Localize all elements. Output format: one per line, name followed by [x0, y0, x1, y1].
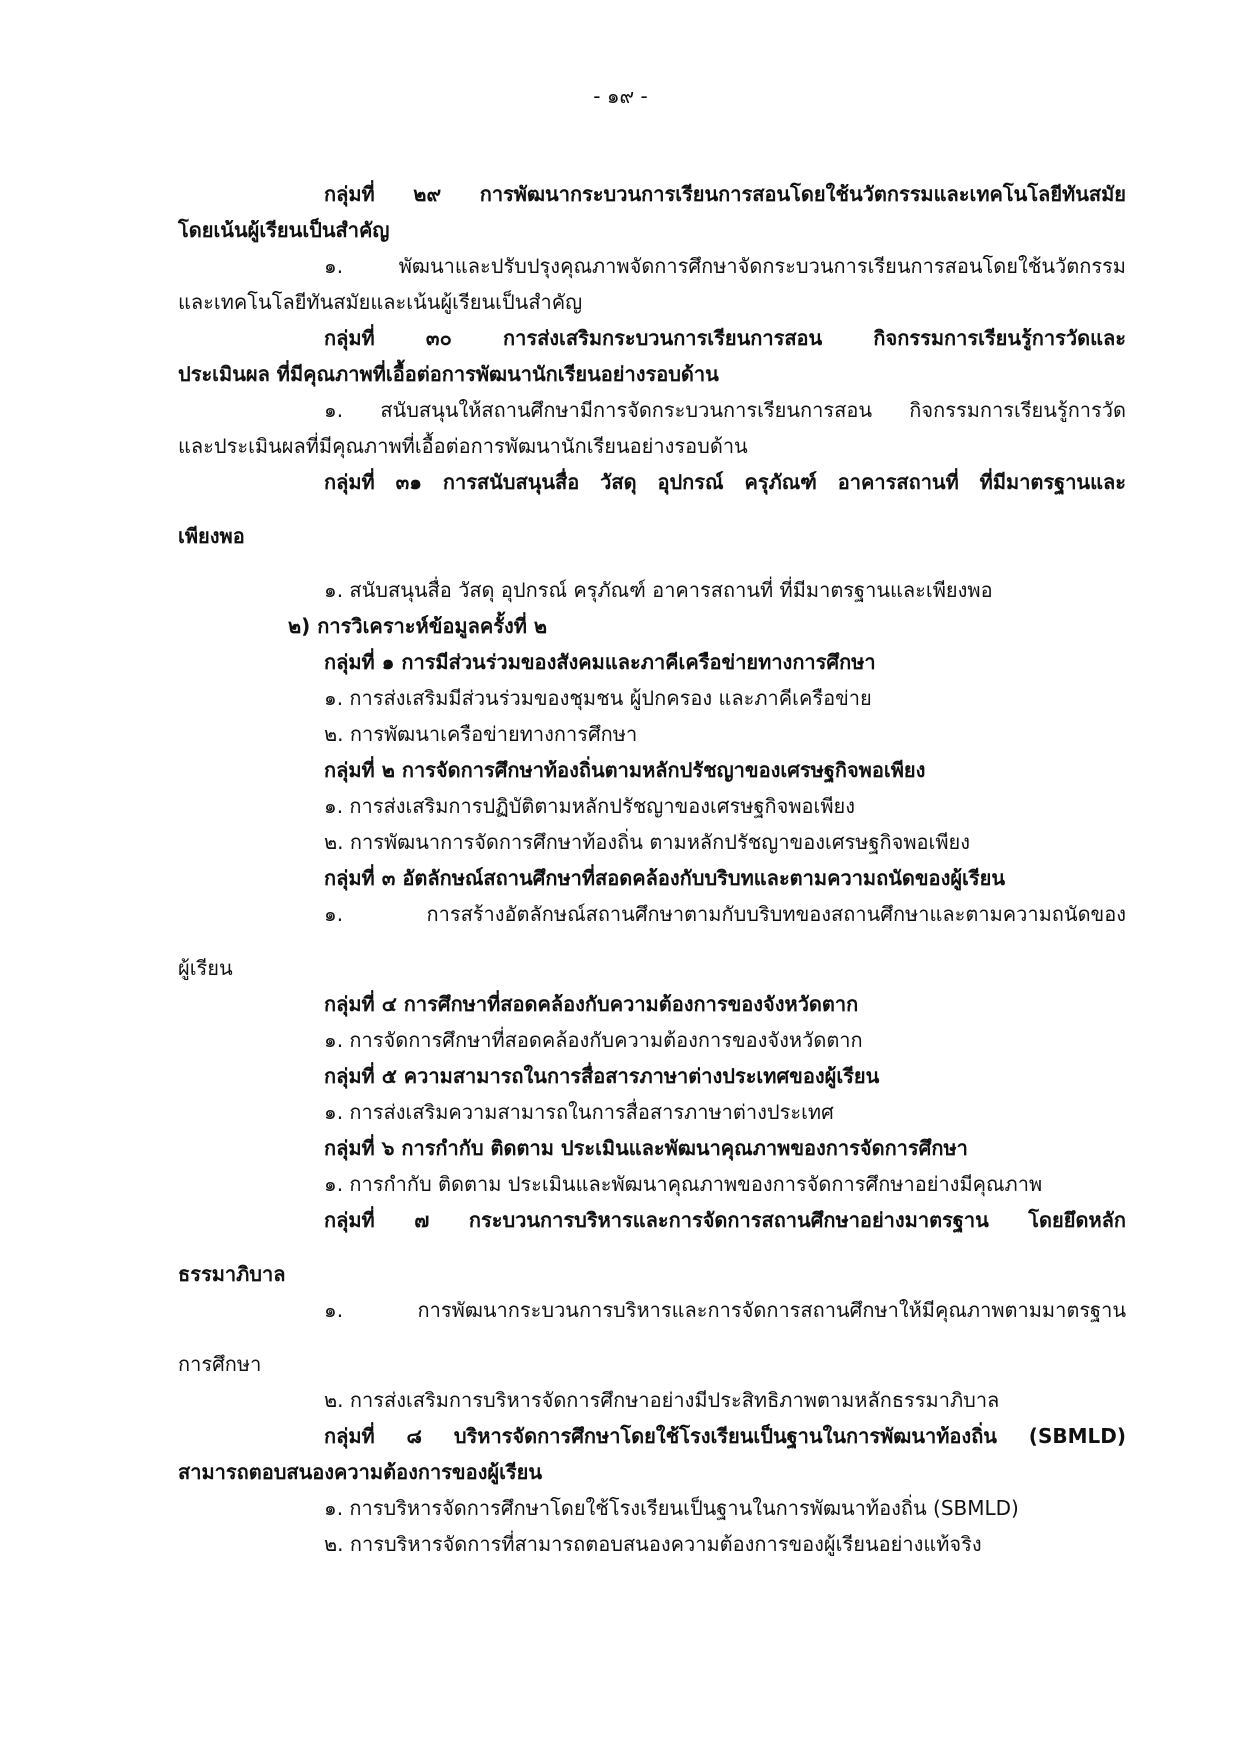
group-heading: กลุ่มที่ ๓๑ การสนับสนุนสื่อ วัสดุ อุปกรณ์ ครุภัณฑ์ อาคารสถานที่ ที่มีมาตรฐานและ: [324, 470, 1126, 494]
list-item: ๑. การสร้างอัตลักษณ์สถานศึกษาตามกับบริบทของสถานศึกษาและตามความถนัดของ: [324, 902, 1126, 926]
list-item: ๑. การส่งเสริมการปฏิบัติตามหลักปรัชญาของเศรษฐกิจพอเพียง: [324, 794, 856, 818]
group-heading: กลุ่มที่ ๓๐ การส่งเสริมกระบวนการเรียนการสอน กิจกรรมการเรียนรู้การวัดและ: [324, 326, 1126, 350]
group-heading: กลุ่มที่ ๓ อัตลักษณ์สถานศึกษาที่สอดคล้องกับบริบทและตามความถนัดของผู้เรียน: [324, 866, 1006, 890]
list-item-continuation: การศึกษา: [178, 1352, 262, 1376]
list-item: ๑. สนับสนุนสื่อ วัสดุ อุปกรณ์ ครุภัณฑ์ อาคารสถานที่ ที่มีมาตรฐานและเพียงพอ: [324, 578, 993, 602]
group-heading: กลุ่มที่ ๕ ความสามารถในการสื่อสารภาษาต่างประเทศของผู้เรียน: [324, 1064, 880, 1088]
group-heading: กลุ่มที่ ๔ การศึกษาที่สอดคล้องกับความต้องการของจังหวัดตาก: [324, 992, 859, 1016]
list-item: ๑. การบริหารจัดการศึกษาโดยใช้โรงเรียนเป็นฐานในการพัฒนาท้องถิ่น (SBMLD): [324, 1496, 1019, 1520]
group-heading-continuation: โดยเน้นผู้เรียนเป็นสำคัญ: [178, 218, 390, 242]
group-heading: กลุ่มที่ ๑ การมีส่วนร่วมของสังคมและภาคีเครือข่ายทางการศึกษา: [324, 650, 876, 674]
section-heading: ๒) การวิเคราะห์ข้อมูลครั้งที่ ๒: [288, 614, 548, 638]
list-item: ๑. การกำกับ ติดตาม ประเมินและพัฒนาคุณภาพของการจัดการศึกษาอย่างมีคุณภาพ: [324, 1172, 1043, 1196]
list-item: ๒. การพัฒนาเครือข่ายทางการศึกษา: [324, 722, 638, 746]
group-heading: กลุ่มที่ ๒ การจัดการศึกษาท้องถิ่นตามหลักปรัชญาของเศรษฐกิจพอเพียง: [324, 758, 926, 782]
list-item-continuation: และประเมินผลที่มีคุณภาพที่เอื้อต่อการพัฒนานักเรียนอย่างรอบด้าน: [178, 434, 748, 458]
group-heading: กลุ่มที่ ๘ บริหารจัดการศึกษาโดยใช้โรงเรียนเป็นฐานในการพัฒนาท้องถิ่น (SBMLD): [324, 1424, 1126, 1448]
group-heading-continuation: ธรรมาภิบาล: [178, 1262, 286, 1286]
list-item: ๒. การพัฒนาการจัดการศึกษาท้องถิ่น ตามหลักปรัชญาของเศรษฐกิจพอเพียง: [324, 830, 971, 854]
list-item: ๒. การบริหารจัดการที่สามารถตอบสนองความต้องการของผู้เรียนอย่างแท้จริง: [324, 1532, 982, 1556]
group-heading-continuation: สามารถตอบสนองความต้องการของผู้เรียน: [178, 1460, 543, 1484]
list-item: ๑. การส่งเสริมความสามารถในการสื่อสารภาษาต่างประเทศ: [324, 1100, 834, 1124]
group-heading-continuation: ประเมินผล ที่มีคุณภาพที่เอื้อต่อการพัฒนานักเรียนอย่างรอบด้าน: [178, 362, 719, 386]
list-item: ๑. การจัดการศึกษาที่สอดคล้องกับความต้องการของจังหวัดตาก: [324, 1028, 863, 1052]
list-item: ๒. การส่งเสริมการบริหารจัดการศึกษาอย่างมีประสิทธิภาพตามหลักธรรมาภิบาล: [324, 1388, 1000, 1412]
document-body: [178, 176, 1126, 1562]
group-heading: กลุ่มที่ ๒๙ การพัฒนากระบวนการเรียนการสอนโดยใช้นวัตกรรมและเทคโนโลยีทันสมัย: [324, 182, 1126, 206]
group-heading: กลุ่มที่ ๗ กระบวนการบริหารและการจัดการสถานศึกษาอย่างมาตรฐาน โดยยึดหลัก: [324, 1208, 1126, 1232]
page-number: - ๑๙ -: [593, 84, 648, 108]
list-item-continuation: ผู้เรียน: [178, 956, 233, 980]
list-item: ๑. พัฒนาและปรับปรุงคุณภาพจัดการศึกษาจัดกระบวนการเรียนการสอนโดยใช้นวัตกรรม: [324, 254, 1126, 278]
group-heading-continuation: เพียงพอ: [178, 524, 245, 548]
list-item: ๑. สนับสนุนให้สถานศึกษามีการจัดกระบวนการเรียนการสอน กิจกรรมการเรียนรู้การวัด: [324, 398, 1126, 422]
list-item-continuation: และเทคโนโลยีทันสมัยและเน้นผู้เรียนเป็นสำคัญ: [178, 290, 583, 314]
list-item: ๑. การพัฒนากระบวนการบริหารและการจัดการสถานศึกษาให้มีคุณภาพตามมาตรฐาน: [324, 1298, 1126, 1322]
group-heading: กลุ่มที่ ๖ การกำกับ ติดตาม ประเมินและพัฒนาคุณภาพของการจัดการศึกษา: [324, 1136, 968, 1160]
list-item: ๑. การส่งเสริมมีส่วนร่วมของชุมชน ผู้ปกครอง และภาคีเครือข่าย: [324, 686, 872, 710]
